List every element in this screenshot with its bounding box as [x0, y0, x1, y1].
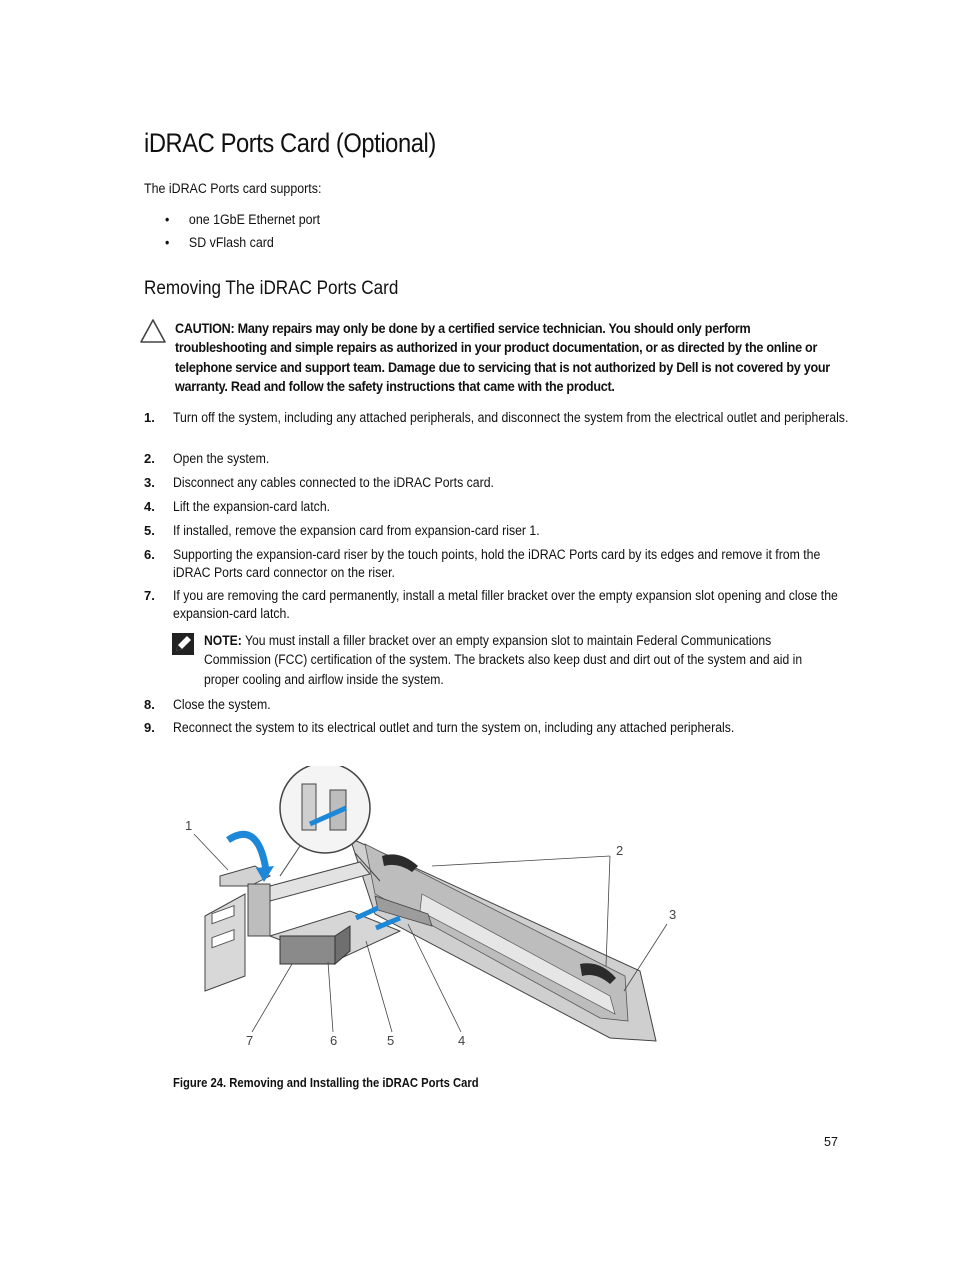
- pencil-icon: [172, 633, 194, 655]
- supported-features-list: [165, 211, 334, 257]
- note-text: [204, 631, 836, 689]
- list-item: • one 1GbE Ethernet port: [165, 211, 320, 234]
- step-text: If installed, remove the expansion card from expansion-card riser 1.: [173, 523, 540, 538]
- step-text: Lift the expansion-card latch.: [173, 499, 331, 514]
- callout-4: 4: [458, 1033, 466, 1048]
- callout-2: 2: [616, 843, 624, 858]
- idrac-ports-card-diagram: [170, 766, 690, 1066]
- step-text: Supporting the expansion-card riser by the touch points, hold the iDRAC Ports card by its edges and remove it from the iDRAC Ports card connector on the riser.: [173, 547, 821, 580]
- step-number: 6.: [144, 547, 155, 562]
- step-text: If you are removing the card permanently, install a metal filler bracket over the empty expansion slot opening and close the expansion-card latch.: [173, 588, 838, 621]
- step-number: 4.: [144, 499, 155, 514]
- step-number: 7.: [144, 588, 155, 603]
- callout-7: 7: [246, 1033, 254, 1048]
- step-number: 1.: [144, 410, 155, 425]
- callout-3: 3: [669, 907, 677, 922]
- step-number: 2.: [144, 451, 155, 466]
- step-text: Turn off the system, including any attached peripherals, and disconnect the system from the electrical outlet and peripherals.: [173, 410, 849, 425]
- figure-caption: Figure 24. Removing and Installing the iDRAC Ports Card: [173, 1076, 479, 1090]
- step-number: 5.: [144, 523, 155, 538]
- step-number: 8.: [144, 697, 155, 712]
- step-number: 9.: [144, 720, 155, 735]
- step-text: Close the system.: [173, 697, 271, 712]
- intro-text: The iDRAC Ports card supports:: [144, 181, 322, 196]
- section-title: Removing The iDRAC Ports Card: [144, 278, 399, 299]
- step-text: Open the system.: [173, 451, 270, 466]
- step-text: Disconnect any cables connected to the iDRAC Ports card.: [173, 475, 494, 490]
- note-body: You must install a filler bracket over an empty expansion slot to maintain Federal Communications Commission (FCC) certification of the system. The brackets also keep dust and dirt out of the system and aid in proper cooling and airflow inside the system.: [204, 633, 803, 687]
- caution-text: CAUTION: Many repairs may only be done by a certified service technician. You should only perform troubleshooting and simple repairs as authorized in your product documentation, or as directed by the online or telephone service and support team. Damage due to servicing that is not authorized by Dell is not covered by your warranty. Read and follow the safety instructions that came with the product.: [175, 320, 830, 395]
- step-text: Reconnect the system to its electrical outlet and turn the system on, including any attached peripherals.: [173, 720, 735, 735]
- page-number: 57: [824, 1135, 838, 1149]
- caution-icon: [139, 318, 167, 344]
- page-title: iDRAC Ports Card (Optional): [144, 128, 436, 158]
- note-label: NOTE:: [204, 633, 242, 648]
- callout-1: 1: [185, 818, 193, 833]
- step-number: 3.: [144, 475, 155, 490]
- callout-6: 6: [330, 1033, 338, 1048]
- list-item: • SD vFlash card: [165, 234, 320, 257]
- callout-5: 5: [387, 1033, 395, 1048]
